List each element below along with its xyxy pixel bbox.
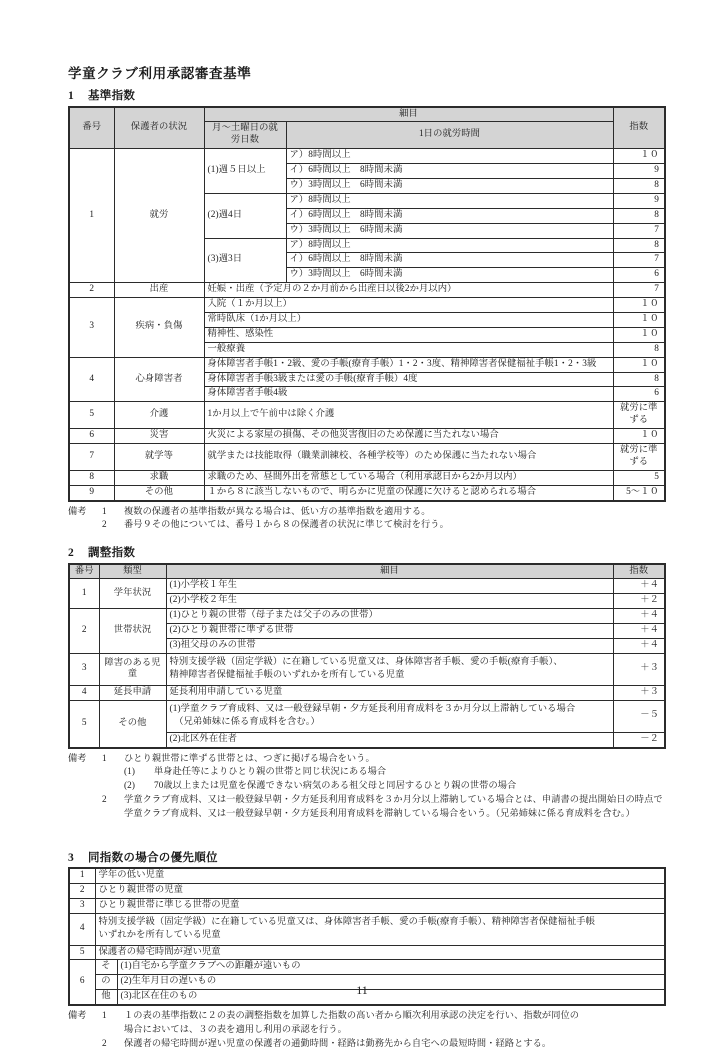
cell-status: その他 xyxy=(114,485,204,500)
section-spacer xyxy=(68,532,664,546)
table-row xyxy=(69,485,665,500)
cell-text: (1)自宅から学童クラブへの距離が遠いもの xyxy=(117,960,665,975)
cell-no: 1 xyxy=(69,149,114,283)
table-adjustment-index xyxy=(68,563,666,749)
header-no: 番号 xyxy=(69,107,114,149)
cell-index: 5 xyxy=(613,470,665,485)
cell-detail: 精神性、感染性 xyxy=(204,327,613,342)
note-item xyxy=(68,518,664,532)
cell-detail: 妊娠・出産（予定月の２か月前から出産日以後2か月以内） xyxy=(204,283,613,298)
cell-status: 出産 xyxy=(114,283,204,298)
cell-text: (3)北区在住のもの xyxy=(117,990,665,1005)
table-row xyxy=(69,700,665,732)
cell-no: 5 xyxy=(69,700,99,747)
cell-detail xyxy=(166,700,613,732)
cell-type: 障害のある児童 xyxy=(99,653,166,685)
cell-text: ひとり親世帯に準じる世帯の児童 xyxy=(95,898,665,913)
cell-detail: 延長利用申請している児童 xyxy=(166,685,613,700)
table-row xyxy=(69,444,665,471)
note-text: 保護者の帰宅時間が遅い児童の保護者の通勤時間・経路は勤務先から自宅への最短時間・経路とする。 xyxy=(124,1037,552,1048)
cell-work-hours: ウ）3時間以上 6時間未満 xyxy=(286,179,613,194)
cell-detail: 就学または技能取得（職業訓練校、各種学校等）のため保護に当たれない場合 xyxy=(204,444,613,471)
table-row xyxy=(69,149,665,164)
cell-work-hours: ウ）3時間以上 6時間未満 xyxy=(286,268,613,283)
table-row xyxy=(69,357,665,372)
cell-no: 2 xyxy=(69,609,99,654)
note-continuation: 場合においては、３の表を適用し利用の承認を行う。 xyxy=(124,1023,347,1034)
table-header-row xyxy=(69,107,665,122)
cell-work-hours: イ）6時間以上 8時間未満 xyxy=(286,208,613,223)
cell-detail: 一般療養 xyxy=(204,342,613,357)
cell-index: 8 xyxy=(613,238,665,253)
cell-no: 1 xyxy=(69,579,99,609)
cell-work-days: (2)週4日 xyxy=(204,193,286,238)
note-text: 70歳以上または児童を保護できない病気のある祖父母と同居するひとり親の世帯の場合 xyxy=(154,780,517,791)
cell-index: 8 xyxy=(613,208,665,223)
note-number: 1 xyxy=(102,505,107,516)
cell-no: 5 xyxy=(69,402,114,429)
section-1-number: 1 xyxy=(68,90,75,103)
cell-detail: １から８に該当しないもので、明らかに児童の保護に欠けると認められる場合 xyxy=(204,485,613,500)
cell-detail-line-1: (1)学童クラブ育成料、又は一般登録早朝・夕方延長利用育成料を３か月分以上滞納している場合 xyxy=(169,703,576,714)
note-continuation: 学童クラブ育成料、又は一般登録早朝・夕方延長利用育成料を滞納している場合をいう。（兄弟姉妹に係る育成料を含む。） xyxy=(124,807,635,818)
table-row xyxy=(69,402,665,429)
cell-detail: 身体障害者手帳1・2級、愛の手帳(療育手帳）1・2・3度、精神障害者保健福祉手帳1・2・3級 xyxy=(204,357,613,372)
cell-index: ＋２ xyxy=(613,594,665,609)
note-text: 単身赴任等によりひとり親の世帯と同じ状況にある場合 xyxy=(154,766,387,777)
cell-status: 介護 xyxy=(114,402,204,429)
note-item xyxy=(68,779,664,793)
cell-no: 2 xyxy=(69,883,95,898)
cell-text: ひとり親世帯の児童 xyxy=(95,883,665,898)
section-1-label: 基準指数 xyxy=(88,90,136,103)
cell-detail: (2)小学校２年生 xyxy=(166,594,613,609)
cell-no: 4 xyxy=(69,913,95,945)
table-row xyxy=(69,609,665,624)
cell-no: 3 xyxy=(69,298,114,358)
cell-index: １０ xyxy=(613,327,665,342)
cell-detail: 常時臥床（1か月以上） xyxy=(204,313,613,328)
cell-text-line-1: 特別支援学級（固定学級）に在籍している児童又は、身体障害者手帳、愛の手帳(療育手帳）、精神障害者保健福祉手帳 xyxy=(98,916,596,927)
cell-index: １０ xyxy=(613,298,665,313)
cell-index: －５ xyxy=(613,700,665,732)
table-row xyxy=(69,913,665,945)
cell-detail: 1か月以上で午前中は除く介護 xyxy=(204,402,613,429)
cell-text: 学年の低い児童 xyxy=(95,868,665,883)
cell-index: 5～１０ xyxy=(613,485,665,500)
section-3-number: 3 xyxy=(68,851,75,864)
cell-index: 6 xyxy=(613,387,665,402)
note-text: 複数の保護者の基準指数が異なる場合は、低い方の基準指数を適用する。 xyxy=(124,505,431,516)
table-row xyxy=(69,298,665,313)
cell-index: 6 xyxy=(613,268,665,283)
cell-no: 4 xyxy=(69,357,114,402)
cell-status: 疾病・負傷 xyxy=(114,298,204,358)
cell-work-hours: ア）8時間以上 xyxy=(286,149,613,164)
header-index: 指数 xyxy=(613,564,665,579)
cell-index: 7 xyxy=(613,223,665,238)
cell-detail: 求職のため、昼間外出を常態としている場合（利用承認日から2か月以内） xyxy=(204,470,613,485)
cell-detail: 身体障害者手帳3級または愛の手帳(療育手帳）4度 xyxy=(204,372,613,387)
note-item xyxy=(68,793,664,807)
cell-index: ＋３ xyxy=(613,653,665,685)
cell-work-days: (3)週3日 xyxy=(204,238,286,283)
section-2-number: 2 xyxy=(68,547,75,560)
cell-detail-line-2: 精神障害者保健福祉手帳のいずれかを所有している児童 xyxy=(169,670,405,681)
cell-index: 7 xyxy=(613,253,665,268)
header-detail: 細目 xyxy=(204,107,613,122)
cell-status: 就労 xyxy=(114,149,204,283)
cell-no: 7 xyxy=(69,444,114,471)
cell-text xyxy=(95,913,665,945)
cell-index: ＋４ xyxy=(613,609,665,624)
cell-type: 学年状況 xyxy=(99,579,166,609)
cell-status: 就学等 xyxy=(114,444,204,471)
cell-detail: (2)ひとり親世帯に準ずる世帯 xyxy=(166,624,613,639)
cell-detail-line-2: （兄弟姉妹に係る育成料を含む。） xyxy=(169,717,320,728)
cell-detail xyxy=(166,653,613,685)
table-row xyxy=(69,685,665,700)
note-number: 1 xyxy=(102,1010,107,1021)
note-item xyxy=(68,1009,664,1023)
table-row xyxy=(69,960,665,975)
cell-index: 9 xyxy=(613,193,665,208)
cell-detail: (2)北区外在住者 xyxy=(166,732,613,747)
cell-type: その他 xyxy=(99,700,166,747)
cell-work-hours: イ）6時間以上 8時間未満 xyxy=(286,253,613,268)
section-3-label: 同指数の場合の優先順位 xyxy=(88,851,218,864)
table-row xyxy=(69,945,665,960)
table-row xyxy=(69,283,665,298)
header-work-days: 月～土曜日の就労日数 xyxy=(204,122,286,149)
cell-no: 4 xyxy=(69,685,99,700)
header-detail: 細目 xyxy=(166,564,613,579)
cell-type: 世帯状況 xyxy=(99,609,166,654)
section-1-heading xyxy=(68,89,664,103)
cell-no: 2 xyxy=(69,283,114,298)
cell-no: 5 xyxy=(69,945,95,960)
cell-detail: 火災による家屋の損傷、その他災害復旧のため保護に当たれない場合 xyxy=(204,429,613,444)
cell-index: １０ xyxy=(613,357,665,372)
section-2-heading xyxy=(68,546,664,560)
notes-label: 備考 xyxy=(68,1010,87,1021)
table-row xyxy=(69,579,665,594)
notes-label: 備考 xyxy=(68,505,87,516)
cell-index: １０ xyxy=(613,313,665,328)
table-row xyxy=(69,883,665,898)
table-base-index-body xyxy=(69,149,665,501)
cell-index: １０ xyxy=(613,149,665,164)
cell-sub-label: 他 xyxy=(95,990,117,1005)
note-number: 2 xyxy=(102,519,107,530)
table-row xyxy=(69,653,665,685)
note-item xyxy=(68,765,664,779)
note-number: 1 xyxy=(102,752,107,763)
cell-type: 延長申請 xyxy=(99,685,166,700)
cell-text-line-2: いずれかを所有している児童 xyxy=(98,930,221,941)
header-no: 番号 xyxy=(69,564,99,579)
cell-index: ＋３ xyxy=(613,685,665,700)
page-title: 学童クラブ利用承認審査基準 xyxy=(68,66,252,81)
cell-index: 就労に準ずる xyxy=(613,402,665,429)
cell-detail-line-1: 特別支援学級（固定学級）に在籍している児童又は、身体障害者手帳、愛の手帳(療育手帳）、 xyxy=(169,656,563,667)
cell-sub-label: の xyxy=(95,975,117,990)
cell-index: １０ xyxy=(613,429,665,444)
section-2-label: 調整指数 xyxy=(88,547,136,560)
cell-no: 3 xyxy=(69,653,99,685)
note-text: １の表の基準指数に２の表の調整指数を加算した指数の高い者から順次利用承認の決定を行い、指数が同位の xyxy=(124,1010,580,1021)
cell-detail: 身体障害者手帳4級 xyxy=(204,387,613,402)
cell-no: 6 xyxy=(69,960,95,1005)
cell-index: 8 xyxy=(613,372,665,387)
cell-index: 8 xyxy=(613,342,665,357)
cell-work-hours: ア）8時間以上 xyxy=(286,193,613,208)
cell-index: ＋４ xyxy=(613,639,665,654)
note-item xyxy=(68,1037,664,1051)
cell-index: ＋４ xyxy=(613,624,665,639)
section-3-notes xyxy=(68,1009,664,1050)
cell-work-hours: イ）6時間以上 8時間未満 xyxy=(286,164,613,179)
cell-work-days: (1)週５日以上 xyxy=(204,149,286,194)
note-item xyxy=(68,505,664,519)
cell-index: －２ xyxy=(613,732,665,747)
cell-detail: (3)祖父母のみの世帯 xyxy=(166,639,613,654)
cell-work-hours: ア）8時間以上 xyxy=(286,238,613,253)
cell-status: 心身障害者 xyxy=(114,357,204,402)
table-adjustment-index-body xyxy=(69,579,665,748)
cell-detail: 入院（１か月以上） xyxy=(204,298,613,313)
cell-text: (2)生年月日の遅いもの xyxy=(117,975,665,990)
section-1-notes xyxy=(68,505,664,533)
header-work-hours: 1日の就労時間 xyxy=(286,122,613,149)
note-text: 番号９その他については、番号１から８の保護者の状況に準じて検討を行う。 xyxy=(124,519,449,530)
cell-index: 7 xyxy=(613,283,665,298)
note-number: 2 xyxy=(102,1037,107,1048)
cell-no: 9 xyxy=(69,485,114,500)
cell-status: 災害 xyxy=(114,429,204,444)
table-row xyxy=(69,429,665,444)
cell-work-hours: ウ）3時間以上 6時間未満 xyxy=(286,223,613,238)
cell-index: 8 xyxy=(613,179,665,194)
section-spacer-large xyxy=(68,821,664,851)
cell-index: 9 xyxy=(613,164,665,179)
cell-no: 6 xyxy=(69,429,114,444)
note-text: ひとり親世帯に準ずる世帯とは、つぎに掲げる場合をいう。 xyxy=(124,752,375,763)
page-number: 11 xyxy=(356,983,368,997)
cell-no: 3 xyxy=(69,898,95,913)
section-2-notes xyxy=(68,752,664,821)
cell-no: 1 xyxy=(69,868,95,883)
table-row xyxy=(69,470,665,485)
notes-label: 備考 xyxy=(68,752,87,763)
note-number: (2) xyxy=(124,780,136,791)
note-item xyxy=(68,752,664,766)
table-header-row xyxy=(69,564,665,579)
table-row xyxy=(69,868,665,883)
note-number: (1) xyxy=(124,766,136,777)
cell-detail: (1)ひとり親の世帯（母子または父子のみの世帯） xyxy=(166,609,613,624)
cell-no: 8 xyxy=(69,470,114,485)
cell-status: 求職 xyxy=(114,470,204,485)
section-3-heading xyxy=(68,851,664,865)
cell-sub-label: そ xyxy=(95,960,117,975)
cell-text: 保護者の帰宅時間が遅い児童 xyxy=(95,945,665,960)
header-type: 類型 xyxy=(99,564,166,579)
table-row xyxy=(69,898,665,913)
cell-index: ＋４ xyxy=(613,579,665,594)
cell-index: 就労に準ずる xyxy=(613,444,665,471)
note-text: 学童クラブ育成料、又は一般登録早朝・夕方延長利用育成料を３か月分以上滞納している場合とは、申請書の提出開始日の時点で xyxy=(124,793,663,804)
header-status: 保護者の状況 xyxy=(114,107,204,149)
table-base-index xyxy=(68,106,666,502)
header-index: 指数 xyxy=(613,107,665,149)
note-number: 2 xyxy=(102,793,107,804)
cell-detail: (1)小学校１年生 xyxy=(166,579,613,594)
